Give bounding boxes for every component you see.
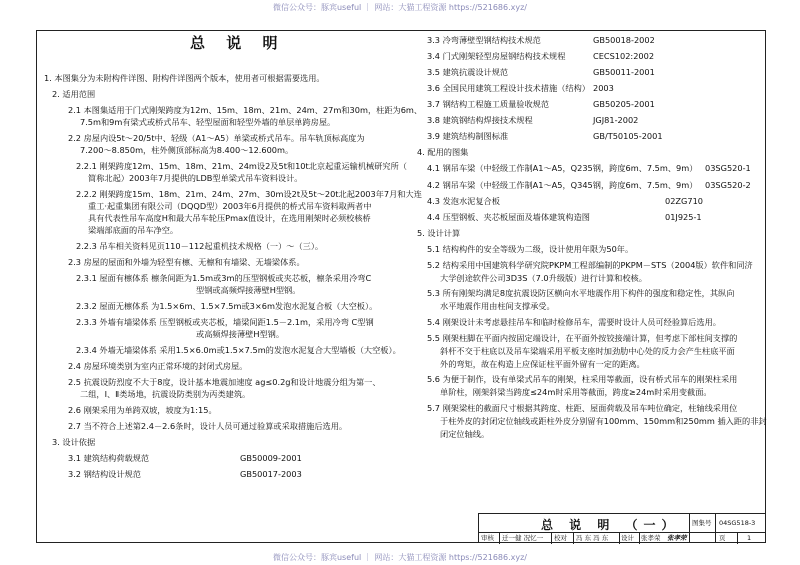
right-text-line: 5.3 所有刚架均满足8度抗震设防区横向水平地震作用下构件的强度和稳定性，其纵向 xyxy=(427,288,735,298)
right-text-line: 4.1 钢吊车梁（中轻级工作制A1～A5，Q235钢，跨度6m、7.5m、9m） xyxy=(427,163,698,173)
right-text-line: 4.3 发泡水泥复合板 xyxy=(427,196,500,206)
left-text-line: 2.3.3 外墙有墙梁体系 压型钢板或夹芯板，墙梁间距1.5－2.1m，采用冷弯 C型钢 xyxy=(76,317,374,327)
left-text-line: 7.5m和9m有梁式或桥式吊车、轻型屋面和轻型外墙的单层单跨房屋。 xyxy=(80,117,336,127)
standard-code: CECS102:2002 xyxy=(593,51,655,61)
right-text-line: 水平地震作用由柱间支撑承受。 xyxy=(440,301,555,311)
left-text-line: 2.3.4 外墙无墙梁体系 采用1.5×6.0m或1.5×7.5m的发泡水泥复合大型墙板（大空板）。 xyxy=(76,345,401,355)
checker-name: 冯 东 冯 东 xyxy=(576,534,609,542)
left-text-line: 2.2.2 刚架跨度15m、18m、21m、24m、27m、30m设2t及5t～20t北起2003年7月和大连 xyxy=(76,189,422,199)
left-text-line: 1. 本图集分为未附构件详图、附构件详图两个版本，使用者可根据需要选用。 xyxy=(44,73,325,83)
left-text-line: 型钢或高频焊接薄壁H型钢。 xyxy=(196,285,301,295)
title-block-title: 总 说 明 （一） xyxy=(541,518,680,532)
right-text-line: 4.2 钢吊车梁（中轻级工作制A1～A5，Q345钢，跨度6m、7.5m、9m） xyxy=(427,180,698,190)
standard-code: GB50018-2002 xyxy=(593,35,655,45)
right-text-line: 斜杆不交于柱底以及吊车梁端采用平板支座时加劲肋中心处的反力会产生柱底平面 xyxy=(440,346,735,356)
right-text-line: 5.5 刚架柱脚在平面内按固定端设计，在平面外按铰接端计算，但考虑下部柱间支撑的 xyxy=(427,333,738,343)
standard-code: 2003 xyxy=(593,83,614,93)
left-text-line: 2.2.1 刚架跨度12m、15m、18m、21m、24m设2及5t和10t北京起重运输机械研究所（ xyxy=(76,161,407,171)
left-text-line: 2.4 房屋环境类别为室内正常环境的封闭式房屋。 xyxy=(68,361,248,371)
left-text-line: 2.5 抗震设防烈度不大于8度，设计基本地震加速度 ag≤0.2g和设计地震分组为第一、 xyxy=(68,377,381,387)
left-text-line: 2.6 刚架采用为单跨双坡，坡度为1:15。 xyxy=(68,405,217,415)
title-block-separator xyxy=(689,514,690,543)
standard-code: GB50009-2001 xyxy=(240,453,302,463)
right-text-line: 单阶柱，刚架斜梁当跨度≤24m时采用等截面，跨度≥24m时采用变截面。 xyxy=(440,387,712,397)
title-block-separator xyxy=(551,532,552,544)
check-label: 校对 xyxy=(554,534,567,542)
standard-code: 01J925-1 xyxy=(665,212,702,222)
watermark-bottom: 微信公众号：豚宾useful ｜ 网站：大猫工程资源 https://521686.xyz/ xyxy=(272,553,528,562)
left-text-line: 2.1 本图集适用于门式刚架跨度为12m、15m、18m、21m、24m、27m和30m，柱距为6m、 xyxy=(68,105,423,115)
right-text-line: 5. 设计计算 xyxy=(417,228,461,238)
standard-code: JGJ81-2002 xyxy=(593,115,639,125)
right-text-line: 闭定位轴线。 xyxy=(440,429,490,439)
page-title: 总 说 明 xyxy=(190,34,286,52)
left-text-line: 简称北起）2003年7月提供的LDB型单梁式吊车资料设计。 xyxy=(88,173,303,183)
right-text-line: 3.9 建筑结构制图标准 xyxy=(427,131,509,141)
design-label: 设计 xyxy=(621,534,634,542)
review-label: 审核 xyxy=(481,534,494,542)
right-text-line: 外的弯矩，故在构造上应保证柱平面外留有一定的距离。 xyxy=(440,359,645,369)
standard-code: GB50011-2001 xyxy=(593,67,655,77)
right-text-line: 4.4 压型钢板、夹芯板屋面及墙体建筑构造图 xyxy=(427,212,590,222)
page-label: 页 xyxy=(719,534,726,542)
left-text-line: 3.2 钢结构设计规范 xyxy=(68,469,141,479)
left-text-line: 二组，Ⅰ、Ⅱ类场地，抗震设防类别为丙类建筑。 xyxy=(80,389,251,399)
right-text-line: 5.7 刚架梁柱的截面尺寸根据其跨度、柱距、屋面荷载及吊车吨位确定，柱轴线采用位 xyxy=(427,403,738,413)
standard-code: GB50017-2003 xyxy=(240,469,302,479)
title-block-separator xyxy=(499,532,500,544)
right-text-line: 4. 配用的图集 xyxy=(417,147,469,157)
left-text-line: 2.7 当不符合上述第2.4－2.6条时，设计人员可通过验算或采取措施后选用。 xyxy=(68,421,348,431)
standard-code: GB/T50105-2001 xyxy=(593,131,663,141)
title-block-separator xyxy=(715,514,716,543)
designer-signature: 张孝荣 xyxy=(667,534,687,542)
reviewer-name: 迁一健 况忆一 xyxy=(502,534,544,542)
standard-code: 03SG520-1 xyxy=(705,163,751,173)
right-text-line: 5.1 结构构件的安全等级为二级，设计使用年限为50年。 xyxy=(427,244,634,254)
left-text-line: 重工·起重集团有限公司（DQQD型）2003年6月提供的桥式吊车资料取两者中 xyxy=(88,201,372,211)
atlas-number: 04SG518-3 xyxy=(719,519,756,527)
watermark-top: 微信公众号：豚宾useful ｜ 网站：大猫工程资源 https://521686.xyz/ xyxy=(272,3,528,12)
right-text-line: 3.4 门式刚架轻型房屋钢结构技术规程 xyxy=(427,51,566,61)
title-block-separator xyxy=(573,532,574,544)
left-text-line: 2.2.3 吊车相关资料见页110－112起重机技术规格（一）～（三）。 xyxy=(76,241,324,251)
left-text-line: 2. 适用范围 xyxy=(52,89,96,99)
right-text-line: 3.5 建筑抗震设计规范 xyxy=(427,67,509,77)
left-text-line: 2.2 房屋内设5t～20/5t中、轻级（A1～A5）单梁或桥式吊车。吊车轨顶标高度为 xyxy=(68,133,365,143)
right-text-line: 3.6 全国民用建筑工程设计技术措施（结构） xyxy=(427,83,590,93)
left-text-line: 3. 设计依据 xyxy=(52,437,96,447)
left-text-line: 具有代表性吊车高度H和最大吊车轮压Pmax值设计，在选用刚架时必须校核桥 xyxy=(88,213,371,223)
right-text-line: 5.2 结构采用中国建筑科学研究院PKPM工程部编制的PKPM－STS（2004版）软件和同济 xyxy=(427,260,753,270)
standard-code: 03SG520-2 xyxy=(705,180,751,190)
right-text-line: 5.6 为便于制作，设有单梁式吊车的刚架，柱采用等截面，设有桥式吊车的刚架柱采用 xyxy=(427,374,738,384)
left-text-line: 2.3.1 屋面有檩体系 檩条间距为1.5m或3m的压型钢板或夹芯板，檩条采用冷弯C xyxy=(76,273,372,283)
title-block-separator xyxy=(619,532,620,544)
left-text-line: 或高频焊接薄壁H型钢。 xyxy=(196,329,285,339)
right-text-line: 3.3 冷弯薄壁型钢结构技术规范 xyxy=(427,35,541,45)
designer-name: 张孝荣 xyxy=(641,534,661,542)
right-text-line: 5.4 刚架设计未考虑悬挂吊车和临时检修吊车，需要时设计人员可经验算后选用。 xyxy=(427,317,721,327)
left-text-line: 2.3 房屋的屋面和外墙为轻型有檩、无檩和有墙梁、无墙梁体系。 xyxy=(68,257,305,267)
standard-code: GB50205-2001 xyxy=(593,99,655,109)
left-text-line: 梁端部底面的吊车净空。 xyxy=(88,225,179,235)
left-text-line: 2.3.2 屋面无檩体系 为1.5×6m、1.5×7.5m或3×6m发泡水泥复合板（大空板）。 xyxy=(76,301,378,311)
standard-code: 02ZG710 xyxy=(665,196,703,206)
title-block-separator xyxy=(639,532,640,544)
atlas-label: 图集号 xyxy=(692,519,712,527)
right-text-line: 3.8 建筑钢结构焊接技术规程 xyxy=(427,115,533,125)
title-block-separator xyxy=(737,532,738,544)
page-number: 1 xyxy=(747,534,752,542)
right-text-line: 大学创途软件公司3D3S（7.0升级版）进行计算和校核。 xyxy=(440,273,647,283)
right-text-line: 于柱外皮的封闭定位轴线或距柱外皮分别留有100mm、150mm和250mm 插入距的非封 xyxy=(440,416,767,426)
title-block xyxy=(478,513,766,543)
right-text-line: 3.7 钢结构工程施工质量验收规范 xyxy=(427,99,550,109)
left-text-line: 7.200～8.850m，柱外侧顶部标高为8.400～12.600m。 xyxy=(80,145,294,155)
left-text-line: 3.1 建筑结构荷载规范 xyxy=(68,453,150,463)
